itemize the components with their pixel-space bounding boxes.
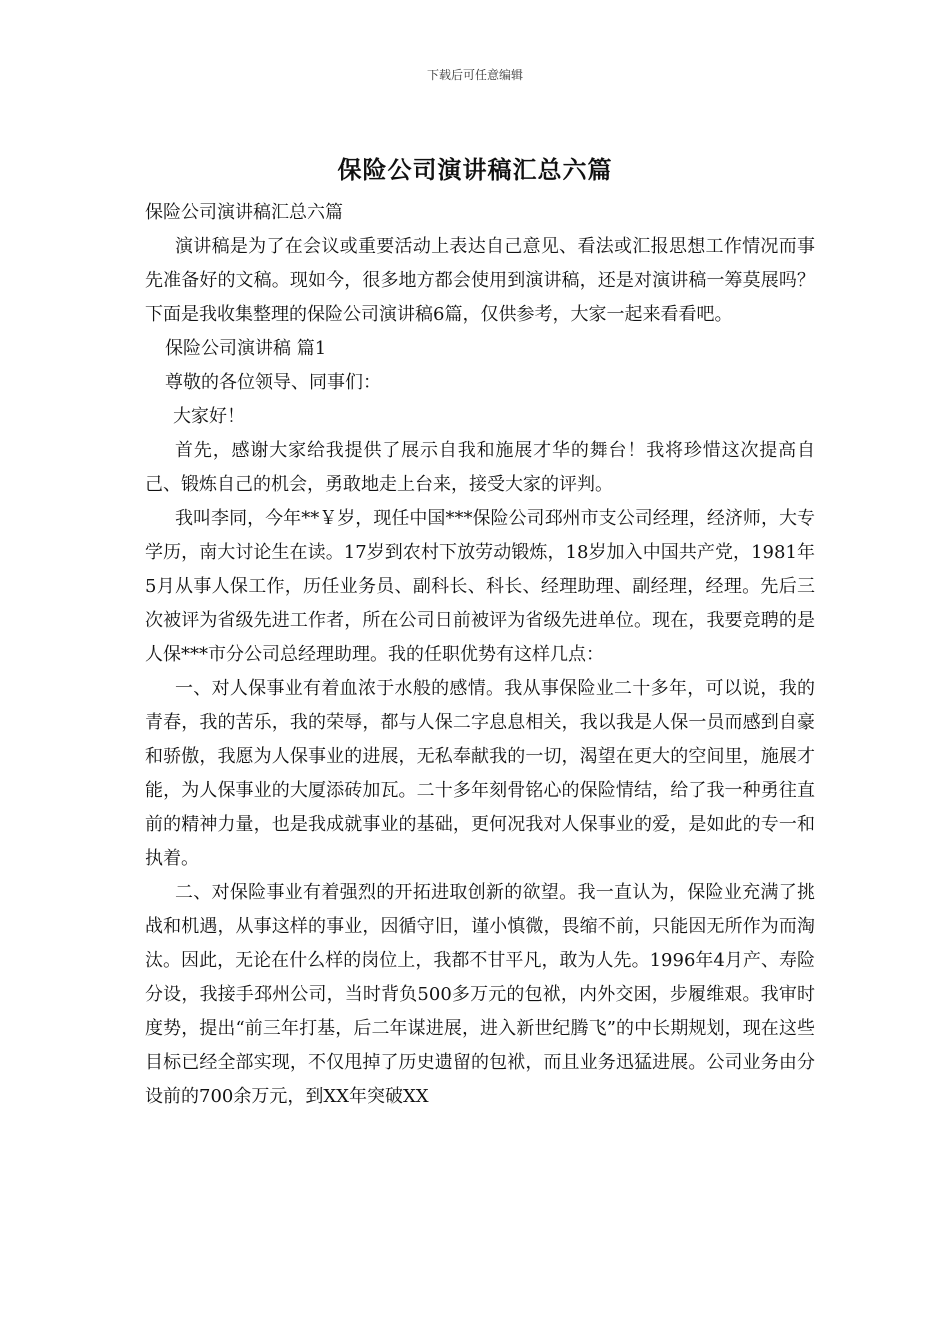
salutation: 尊敬的各位领导、同事们： xyxy=(165,372,381,393)
header-note: 下载后可任意编辑 xyxy=(426,68,523,82)
body-paragraph: 二、对保险事业有着强烈的开拓进取创新的欲望。我一直认为，保险业充满了挑战和机遇，从事这样的事业，因循守旧，谨小慎微，畏缩不前，只能因无所作为而淘汰。因此，无论在什么样的岗位上，我都不甘平凡，敢为人先。1996年4月产、寿险分设，我接手邳州公司，当时背负500多万元的包袱，内外交困，步履维艰。我审时度势，提出“前三年打基，后二年谋进展，进入新世纪腾飞”的中长期规划，现在这些目标已经全部实现，不仅甩掉了历史遗留的包袱，而且业务迅猛进展。公司业务由分设前的700余万元，到XX年突破XX xyxy=(145,882,815,1107)
document-body xyxy=(145,196,815,1114)
body-paragraph: 首先，感谢大家给我提供了展示自我和施展才华的舞台！我将珍惜这次提高自己、锻炼自己的机会，勇敢地走上台来，接受大家的评判。 xyxy=(145,440,815,495)
section-heading: 保险公司演讲稿 篇1 xyxy=(165,338,327,359)
document-title: 保险公司演讲稿汇总六篇 xyxy=(337,155,613,184)
body-paragraph: 我叫李同，今年**￥岁，现任中国***保险公司邳州市支公司经理，经济师，大专学历，南大讨论生在读。17岁到农村下放劳动锻炼，18岁加入中国共产党，1981年5月从事人保工作，历任业务员、副科长、科长、经理助理、副经理，经理。先后三次被评为省级先进工作者，所在公司日前被评为省级先进单位。现在，我要竞聘的是人保***市分公司总经理助理。我的任职优势有这样几点： xyxy=(145,508,815,665)
intro-paragraph: 演讲稿是为了在会议或重要活动上表达自己意见、看法或汇报思想工作情况而事先准备好的文稿。现如今，很多地方都会使用到演讲稿，还是对演讲稿一筹莫展吗？下面是我收集整理的保险公司演讲稿6篇，仅供参考，大家一起来看看吧。 xyxy=(145,236,815,325)
greeting: 大家好！ xyxy=(173,406,245,427)
subtitle-paragraph: 保险公司演讲稿汇总六篇 xyxy=(145,202,343,223)
body-paragraph: 一、对人保事业有着血浓于水般的感情。我从事保险业二十多年，可以说，我的青春，我的苦乐，我的荣辱，都与人保二字息息相关，我以我是人保一员而感到自豪和骄傲，我愿为人保事业的进展，无私奉献我的一切，渴望在更大的空间里，施展才能，为人保事业的大厦添砖加瓦。二十多年刻骨铭心的保险情结，给了我一种勇往直前的精神力量，也是我成就事业的基础，更何况我对人保事业的爱，是如此的专一和执着。 xyxy=(145,678,815,869)
